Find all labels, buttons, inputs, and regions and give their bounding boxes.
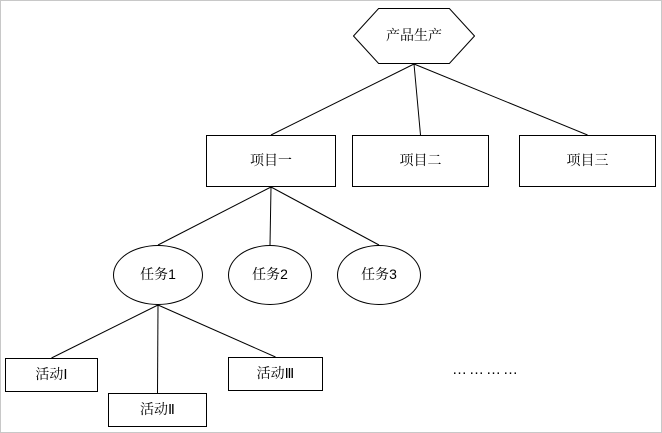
node-act1[interactable]: [5, 358, 98, 392]
node-proj3[interactable]: [519, 135, 656, 187]
edge-task1-to-act3: [158, 305, 276, 357]
annotation-more-items: …………: [452, 361, 520, 378]
node-label-task2: 任务2: [252, 266, 288, 283]
node-label-act2: 活动Ⅱ: [140, 401, 175, 418]
node-label-proj2: 项目二: [399, 152, 442, 169]
node-task2[interactable]: [228, 245, 312, 305]
node-label-root: 产品生产: [386, 27, 442, 44]
edge-task1-to-act2: [158, 305, 159, 393]
node-proj2[interactable]: [352, 135, 489, 187]
node-act2[interactable]: [108, 393, 207, 427]
node-label-act3: 活动Ⅲ: [256, 365, 295, 382]
node-task3[interactable]: [337, 245, 421, 305]
edge-task1-to-act1: [52, 305, 159, 358]
edge-root-to-proj2: [414, 64, 421, 135]
edge-root-to-proj1: [271, 64, 414, 135]
node-proj1[interactable]: [206, 135, 336, 187]
node-label-task3: 任务3: [361, 266, 397, 283]
node-label-task1: 任务1: [140, 266, 176, 283]
node-label-proj3: 项目三: [566, 152, 609, 169]
edge-proj1-to-task3: [271, 187, 379, 245]
edge-proj1-to-task2: [270, 187, 271, 245]
node-label-proj1: 项目一: [250, 152, 292, 169]
node-task1[interactable]: [113, 245, 203, 305]
node-label-act1: 活动Ⅰ: [35, 366, 68, 383]
node-root[interactable]: [353, 8, 475, 64]
edge-root-to-proj3: [414, 64, 588, 135]
edge-proj1-to-task1: [158, 187, 271, 245]
node-act3[interactable]: [228, 357, 323, 391]
